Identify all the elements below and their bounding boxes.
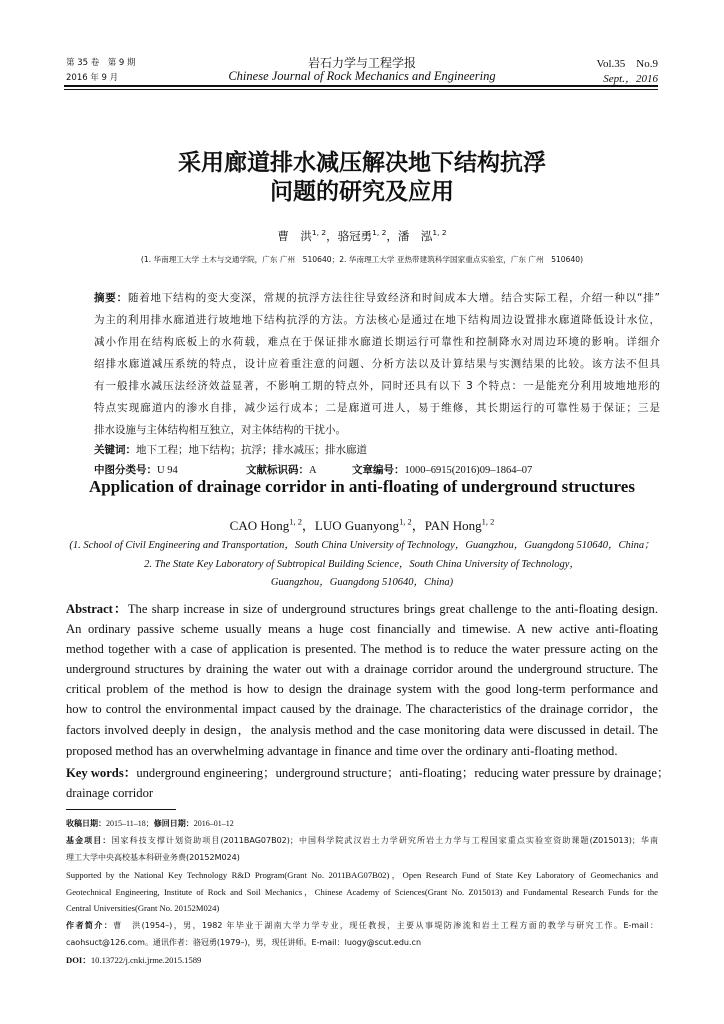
support-line: Supported by the National Key Technology R&D Program(Grant No. 2011BAG07B02)，Open Research Fund of State Key Laboratory of Geomechanics and [66,870,658,880]
abstract-en-line: factors involved deeply in design，the analysis method and the case monitoring data were discussed in detail. The [66,723,658,737]
received-date: 2015–11–18； [106,819,154,828]
keywords-cn-text: 地下工程；地下结构；抗浮；排水减压；排水廊道 [136,444,367,456]
header-rule-thick [64,85,658,87]
abstract-en-line: underground structures by draining the water out with a drainage corridor around the underground structure. The [66,662,658,676]
author-name: 曹 洪 [277,229,312,243]
doi-label: DOI： [66,955,91,965]
affiliation-en-line: 2. The State Key Laboratory of Subtropical Building Science，South China University of Technology， [144,559,580,570]
abstract-cn-line: 绍排水廊道减压系统的特点，设计应着重注意的问题、分析方法以及计算结果与实测结果的比较。该方法不但具 [94,358,660,370]
affiliations-cn: (1. 华南理工大学 土木与交通学院，广东 广州 510640；2. 华南理工大学 亚热带建筑科学国家重点实验室，广东 广州 510640) [140,255,584,264]
abstract-cn-line: 有一般排水减压法经济效益显著，不影响工期的特点外，同时还具有以下 3 个特点：一是能充分利用坡地地形的 [94,380,660,392]
date-cn: 2016 年 9 月 [66,73,119,83]
document-code [246,462,317,477]
author-bio-line: caohsuct@126.com。通讯作者：骆冠勇(1979–)，男，现任讲师。E-mail：luogy@scut.edu.cn [66,938,422,947]
article-number-label: 文章编号： [352,464,405,476]
author-name: ，LUO Guanyong [301,518,400,533]
author-affil-sup: 1, 2 [432,228,447,238]
abstract-cn-text: 随着地下结构的变大变深，常规的抗浮方法往往导致经济和时间成本大增。结合实际工程，介绍一种以“排” [127,292,660,304]
clc-label: 中图分类号： [94,464,157,476]
author-name: ，PAN Hong [411,518,482,533]
abstract-cn-line: 为主的利用排水廊道进行坡地地下结构抗浮的方法。方法核心是通过在地下结构周边设置排水廊道降低设计水位， [94,314,660,326]
revised-label: 修回日期： [153,819,194,828]
clc-value: U 94 [157,465,178,476]
abstract-en-line: how to control the environmental impact caused by the drainage. The characteristics of the drainage corridor，the [66,702,658,716]
author-affil-sup: 1, 2 [311,228,327,238]
date-en: Sept.，2016 [603,73,658,85]
keywords-en [66,765,670,781]
support-line: Central Universities(Grant No. 20152M024) [66,903,220,913]
fund-line [66,835,658,846]
title-cn-line2: 问题的研究及应用 [270,179,454,205]
revised-date: 2016–01–12 [193,819,234,828]
abstract-en-line: An ordinary passive scheme usually means a huge cost financially and timewise. A new active anti-floating [66,622,658,636]
abstract-en-line: critical problem of the method is how to design the drainage system with the good long-term performance and [66,682,658,696]
keywords-en-line: drainage corridor [66,786,154,800]
author-bio-label: 作者简介： [66,921,114,930]
fund-text: 国家科技支撑计划资助项目(2011BAG07B02)；中国科学院武汉岩土力学研究所岩土力学与工程国家重点实验室资助课题(Z015013)；华南 [111,836,659,845]
fund-line: 理工大学中央高校基本科研业务费(20152M024) [66,853,240,862]
abstract-cn-line: 排水设施与主体结构相互独立，对主体结构的干扰小。 [94,424,346,436]
fund-label: 基金项目： [66,836,112,845]
received-dates [66,818,234,829]
keywords-cn [94,442,367,457]
received-label: 收稿日期： [66,819,106,828]
abstract-en-label: Abstract： [66,602,128,616]
author-bio-text: 曹 洪(1954–)，男，1982 年毕业于湖南大学力学专业，现任教授，主要从事堤防渗流和岩土工程方面的教学与研究工作。E-mail： [113,921,658,930]
author-affil-sup: 1, 2 [399,516,412,527]
clc-number [94,462,178,477]
affiliation-en-line: Guangzhou，Guangdong 510640，China) [270,577,454,588]
journal-title-cn: 岩石力学与工程学报 [307,56,416,70]
abstract-cn-line: 减小作用在结构底板上的水荷载，难点在于保证排水廊道长期运行可靠性和控制降水对周边环境的影响。详细介 [94,336,660,348]
affiliation-en-line: (1. School of Civil Engineering and Transportation，South China University of Technology，Guangzhou，Guangdong 510640，China； [69,540,655,551]
header-rule-thin [64,89,658,90]
doc-code-label: 文献标识码： [246,464,309,476]
author-name: ，骆冠勇 [326,229,373,243]
author-name: ，潘 泓 [386,229,433,243]
author-affil-sup: 1, 2 [481,516,495,527]
abstract-en-text: The sharp increase in size of underground structures brings great challenge to the anti-floating design. [127,602,658,616]
doc-code-value: A [309,465,317,476]
volume-issue-cn: 第 35 卷 第 9 期 [66,58,136,68]
author-name: CAO Hong [229,518,290,533]
article-number [352,462,532,477]
title-en: Application of drainage corridor in anti-floating of underground structures [89,477,635,496]
article-number-value: 1000–6915(2016)09–1864–07 [404,465,533,476]
abstract-en-line [66,601,658,617]
volume-issue-en: Vol.35 No.9 [596,58,658,70]
author-bio-line [66,920,658,931]
abstract-en-line: proposed method has an overwhelming advantage in finance and time over the ordinary anti-floating method. [66,744,618,758]
keywords-en-text: underground engineering；underground structure；anti-floating；reducing water pressure by drainage； [136,766,670,780]
title-cn-line1: 采用廊道排水减压解决地下结构抗浮 [178,150,546,176]
author-affil-sup: 1, 2 [289,516,302,527]
author-affil-sup: 1, 2 [372,228,387,238]
abstract-cn-line: 特点实现廊道内的渗水自排，减少运行成本；二是廊道可进人，易于维修，其长期运行的可靠性易于保证；三是 [94,402,660,414]
authors-cn [0,228,724,244]
keywords-en-label: Key words： [66,766,137,780]
authors-en [0,515,724,534]
keywords-cn-label: 关键词： [94,444,136,456]
doi [66,954,201,966]
abstract-en-line: method together with a case of application is presented. The method is to reduce the water pressure acting on the [66,642,658,656]
support-line: Geotechnical Engineering, Institute of Rock and Soil Mechanics，Chinese Academy of Sciences(Grant No. Z015013) and Fundamental Research Funds for the [66,887,658,897]
footnote-rule [66,809,176,810]
doi-value: 10.13722/j.cnki.jrme.2015.1589 [90,955,202,965]
abstract-cn-line [94,290,660,305]
journal-title-en: Chinese Journal of Rock Mechanics and Engineering [228,69,496,83]
abstract-cn-label: 摘要： [94,292,128,304]
